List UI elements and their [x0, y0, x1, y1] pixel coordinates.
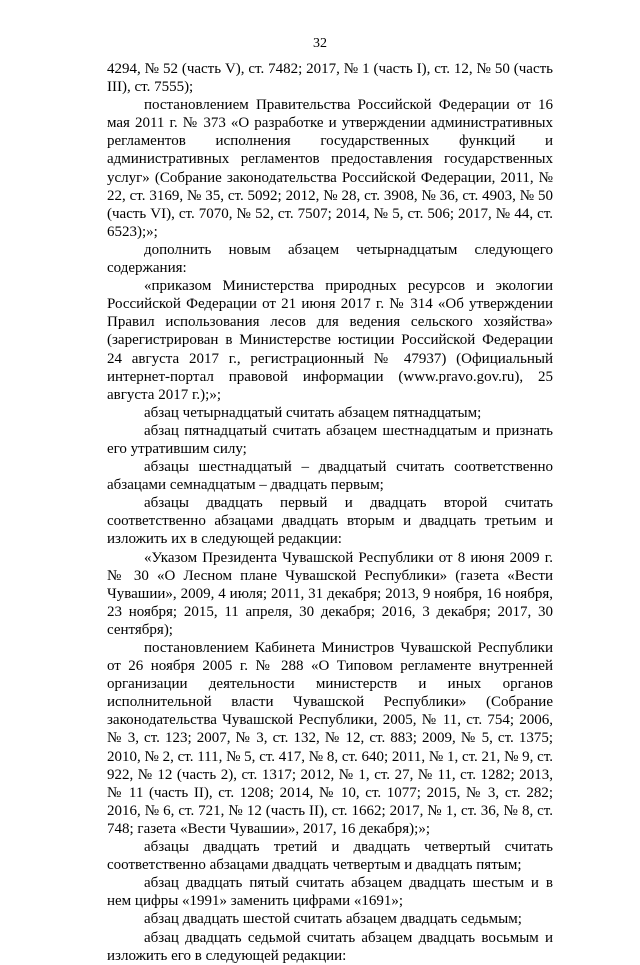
paragraph: абзац двадцать шестой считать абзацем двадцать седьмым; — [144, 911, 522, 928]
paragraph: абзац двадцать седьмой считать абзацем двадцать восьмым и изложить его в следующей редакции: — [107, 929, 553, 964]
document-body — [107, 60, 553, 965]
paragraph: постановлением Правительства Российской Федерации от 16 мая 2011 г. № 373 «О разработке и утверждении административных регламентов исполнения государственных функций и административных регламентов предоставления государственных услуг» (Собрание законодательства Российской Федерации, 2011, № 22, ст. 3169, № 35, ст. 5092; 2012, № 28, ст. 3908, № 36, ст. 4903, № 50 (часть VI), ст. 7070, № 52, ст. 7507; 2014, № 5, ст. 506; 2017, № 44, ст. 6523);»; — [107, 97, 553, 240]
paragraph: абзацы двадцать третий и двадцать четвертый считать соответственно абзацами двадцать четвертым и двадцать пятым; — [107, 839, 553, 874]
paragraph: абзац пятнадцатый считать абзацем шестнадцатым и признать его утратившим силу; — [107, 422, 553, 457]
paragraph: постановлением Кабинета Министров Чувашской Республики от 26 ноября 2005 г. № 288 «О Типовом регламенте внутренней организации деятельности министерств и иных органов исполнительной власти Чувашской Республики» (Собрание законодательства Чувашской Республики, 2005, № 11, ст. 754; 2006, № 3, ст. 123; 2007, № 3, ст. 132, № 12, ст. 883; 2009, № 5, ст. 1375; 2010, № 2, ст. 111, № 5, ст. 417, № 8, ст. 640; 2011, № 1, ст. 21, № 9, ст. 922, № 12 (часть 2), ст. 1317; 2012, № 1, ст. 27, № 11, ст. 1282; 2013, № 11 (часть II), ст. 1208; 2014, № 10, ст. 1077; 2015, № 3, ст. 282; 2016, № 6, ст. 721, № 12 (часть II), ст. 1662; 2017, № 1, ст. 36, № 8, ст. 748; газета «Вести Чувашии», 2017, 16 декабря);»; — [107, 640, 553, 837]
paragraph: «Указом Президента Чувашской Республики от 8 июня 2009 г. № 30 «О Лесном плане Чувашской Республики» (газета «Вести Чувашии», 2009, 4 июля; 2011, 31 декабря; 2013, 9 ноября, 16 ноября, 23 ноября; 2015, 11 апреля, 30 декабря; 2016, 3 декабря; 2017, 30 сентября); — [107, 549, 553, 638]
paragraph-continuation: 4294, № 52 (часть V), ст. 7482; 2017, № 1 (часть I), ст. 12, № 50 (часть III), ст. 7555); — [107, 61, 553, 96]
paragraph: абзац двадцать пятый считать абзацем двадцать шестым и в нем цифры «1991» заменить цифрами «1691»; — [107, 875, 553, 910]
paragraph: абзацы двадцать первый и двадцать второй считать соответственно абзацами двадцать вторым и двадцать третьим и изложить их в следующей редакции: — [107, 495, 553, 548]
paragraph: дополнить новым абзацем четырнадцатым следующего содержания: — [107, 241, 553, 277]
paragraph: абзац четырнадцатый считать абзацем пятнадцатым; — [144, 404, 482, 421]
paragraph: «приказом Министерства природных ресурсов и экологии Российской Федерации от 21 июня 2017 г. № 314 «Об утверждении Правил использования лесов для ведения сельского хозяйства» (зарегистрирован в Министерстве юстиции Российской Федерации 24 августа 2017 г., регистрационный № 47937) (Официальный интернет-портал правовой информации (www.pravo.gov.ru), 25 августа 2017 г.);»; — [107, 278, 553, 403]
paragraph: абзацы шестнадцатый – двадцатый считать соответственно абзацами семнадцатым – двадцать первым; — [107, 459, 553, 494]
page-number: 32 — [313, 36, 327, 51]
